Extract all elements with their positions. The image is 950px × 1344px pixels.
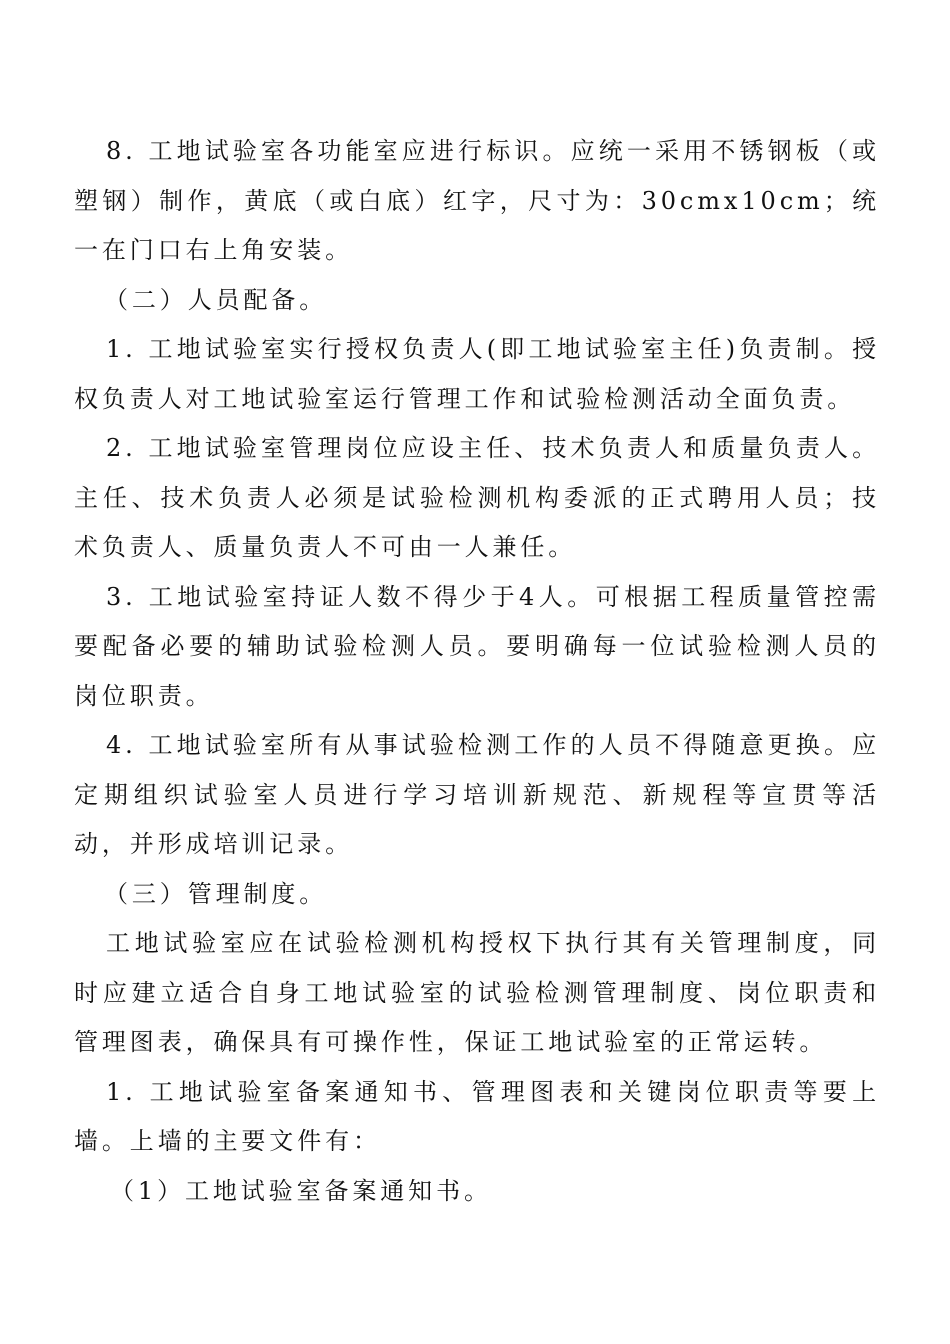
paragraph-staffing-3: 3. 工地试验室持证人数不得少于4人。可根据工程质量管控需要配备必要的辅助试验检测人员。要明确每一位试验检测人员的岗位职责。 bbox=[74, 582, 880, 710]
paragraph-management-1: 1. 工地试验室备案通知书、管理图表和关键岗位职责等要上墙。上墙的主要文件有： bbox=[74, 1077, 880, 1155]
section-heading-management: （三）管理制度。 bbox=[104, 879, 328, 908]
section-heading-staffing: （二）人员配备。 bbox=[104, 285, 328, 314]
paragraph-staffing-4: 4. 工地试验室所有从事试验检测工作的人员不得随意更换。应定期组织试验室人员进行学习培训新规范、新规程等宣贯等活动，并形成培训记录。 bbox=[74, 731, 880, 858]
list-item-notice: （1）工地试验室备案通知书。 bbox=[110, 1176, 492, 1205]
paragraph-signage: 8. 工地试验室各功能室应进行标识。应统一采用不锈钢板（或塑钢）制作，黄底（或白底）红字，尺寸为：30cmx10cm；统一在门口右上角安装。 bbox=[74, 137, 880, 264]
paragraph-staffing-1: 1. 工地试验室实行授权负责人(即工地试验室主任)负责制。授权负责人对工地试验室运行管理工作和试验检测活动全面负责。 bbox=[74, 335, 880, 413]
paragraph-management-intro: 工地试验室应在试验检测机构授权下执行其有关管理制度，同时应建立适合自身工地试验室的试验检测管理制度、岗位职责和管理图表，确保具有可操作性，保证工地试验室的正常运转。 bbox=[74, 929, 880, 1056]
paragraph-staffing-2: 2. 工地试验室管理岗位应设主任、技术负责人和质量负责人。主任、技术负责人必须是试验检测机构委派的正式聘用人员；技术负责人、质量负责人不可由一人兼任。 bbox=[74, 434, 880, 561]
document-body bbox=[74, 127, 880, 1216]
